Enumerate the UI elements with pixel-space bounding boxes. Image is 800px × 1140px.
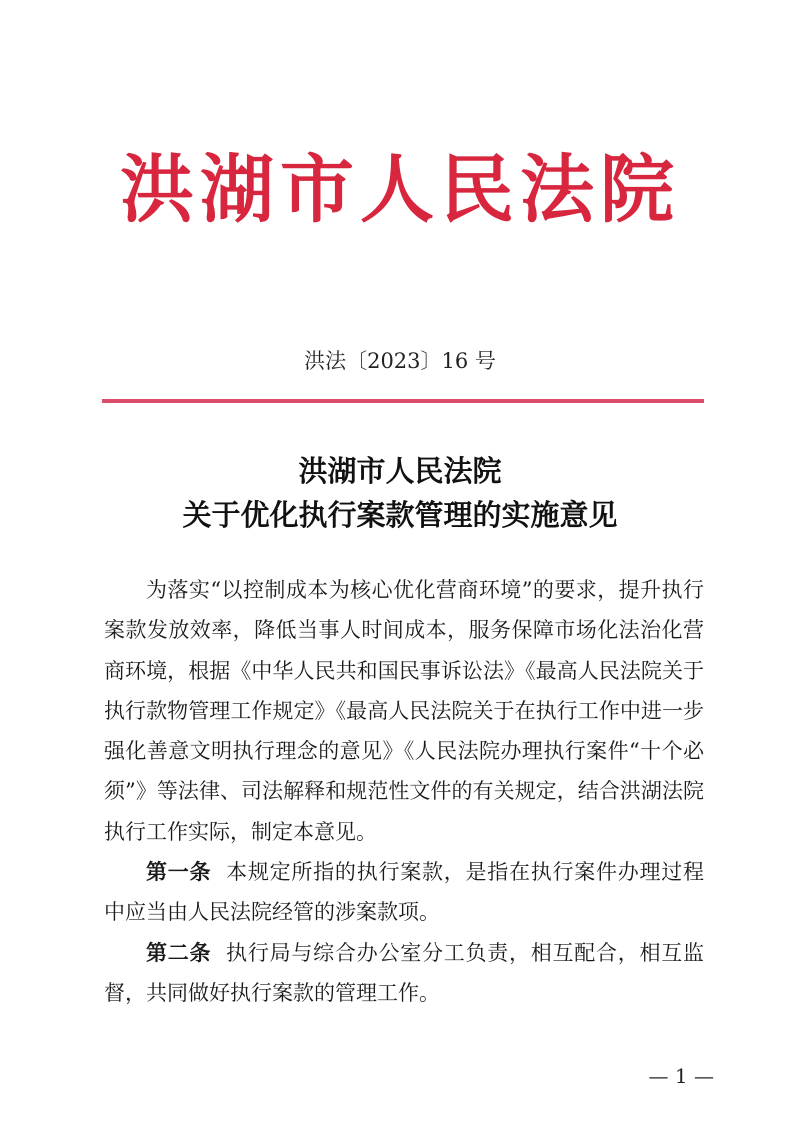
- article-text: 执行局与综合办公室分工负责，相互配合，相互监督，共同做好执行案款的管理工作。: [104, 940, 705, 1005]
- document-number: 洪法〔2023〕16 号: [304, 349, 496, 373]
- page-number: — 1 —: [648, 1064, 714, 1088]
- preamble-paragraph: 为落实“以控制成本为核心优化营商环境”的要求，提升执行案款发放效率，降低当事人时间成本，服务保障市场化法治化营商环境，根据《中华人民共和国民事诉讼法》《最高人民法院关于执行款物管理工作规定》《最高人民法院关于在执行工作中进一步强化善意文明执行理念的意见》《人民法院办理执行案件“十个必须”》等法律、司法解释和规范性文件的有关规定，结合洪湖法院执行工作实际，制定本意见。: [104, 578, 704, 844]
- article-text: 本规定所指的执行案款，是指在执行案件办理过程中应当由人民法院经管的涉案款项。: [104, 860, 705, 925]
- article-paragraph-2: [104, 933, 704, 1014]
- article-label: 第一条: [146, 860, 212, 885]
- document-body: [104, 570, 704, 1013]
- article-paragraph-1: [104, 852, 704, 933]
- issuing-authority-masthead: 洪湖市人民法院: [120, 147, 680, 233]
- document-title-line-2: 关于优化执行案款管理的实施意见: [182, 498, 618, 532]
- article-label: 第二条: [146, 940, 212, 965]
- document-title-line-1: 洪湖市人民法院: [298, 454, 502, 488]
- red-divider-line: [102, 399, 704, 403]
